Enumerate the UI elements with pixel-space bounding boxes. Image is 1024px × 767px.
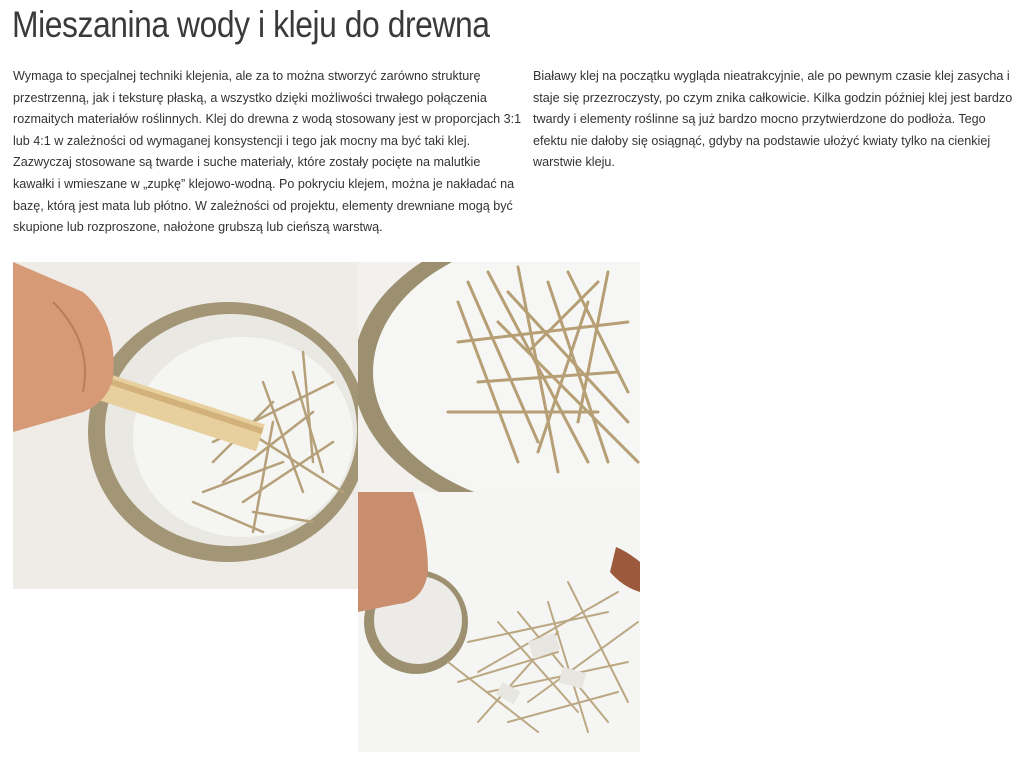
photo-sticks-in-glue [358,262,640,492]
photo-stirring-glue-illustration [13,262,358,589]
photo-spreading-sticks-illustration [358,492,640,752]
photo-stirring-glue [13,262,358,589]
photo-spreading-sticks [358,492,640,752]
right-paragraph: Białawy klej na początku wygląda nieatrakcyjnie, ale po pewnym czasie klej zasycha i staje się przezroczysty, po czym znika całkowicie. Kilka godzin później klej jest bardzo twardy i elementy roślinne są już bardzo mocno przytwierdzone do podłoża. Tego efektu nie dałoby się osiągnąć, gdyby na podstawie ułożyć kwiaty tylko na cienkiej warstwie kleju. [533,69,1013,170]
left-text-column [13,66,525,239]
page-title: Mieszanina wody i kleju do drewna [12,4,490,45]
photo-sticks-in-glue-illustration [358,262,640,492]
right-text-column [533,66,1021,174]
left-paragraph: Wymaga to specjalnej techniki klejenia, ale za to można stworzyć zarówno strukturę przestrzenną, jak i teksturę płaską, a wszystko dzięki możliwości trwałego połączenia rozmaitych materiałów roślinnych. Klej do drewna z wodą stosowany jest w proporcjach 3:1 lub 4:1 w zależności od wymaganej konsystencji i tego jak mocny ma być taki klej. Zazwyczaj stosowane są twarde i suche materiały, które zostały pocięte na malutkie kawałki i wmieszane w „zupkę” klejowo-wodną. Po pokryciu klejem, można je nakładać na bazę, którą jest mata lub płótno. W zależności od projektu, elementy drewniane mogą być skupione lub rozproszone, nałożone grubszą lub cieńszą warstwą. [13,69,522,235]
